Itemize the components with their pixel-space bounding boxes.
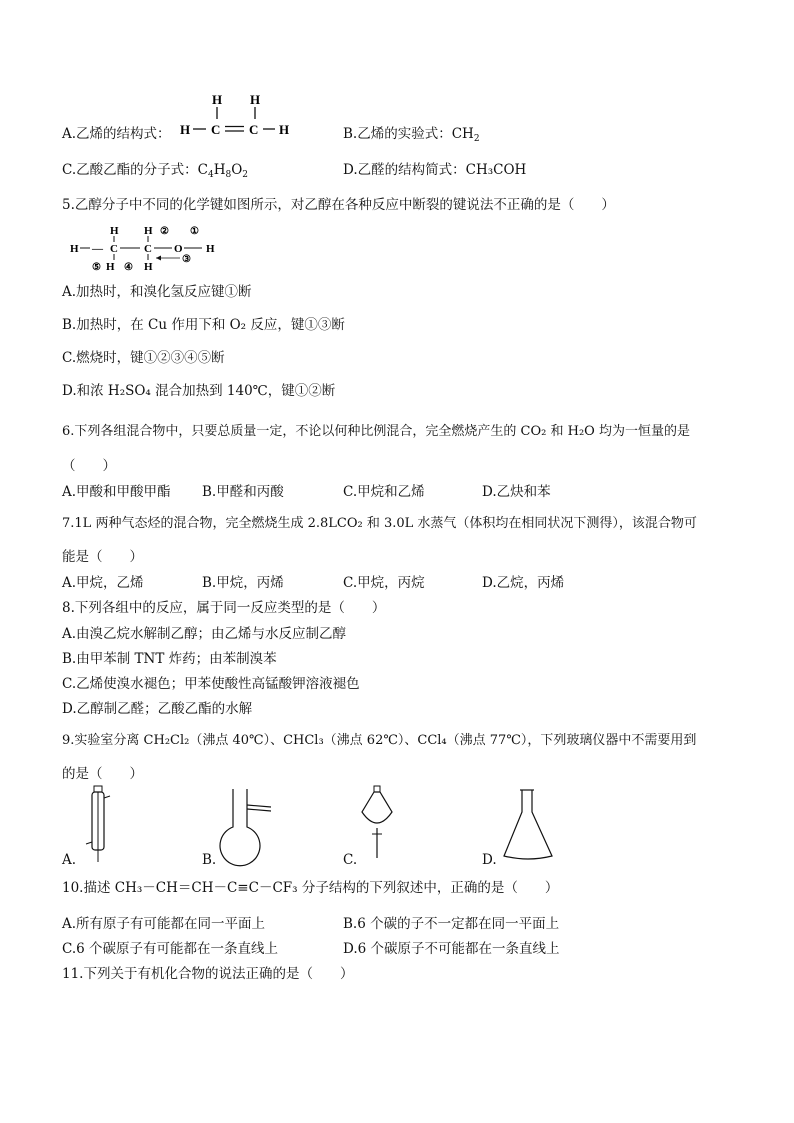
ethanol-h-top-1: H [110,225,119,237]
q8-option-c: C.乙烯使溴水褪色；甲苯使酸性高锰酸钾溶液褪色 [62,676,360,692]
ethanol-h-top-2: H [144,225,153,237]
ethanol-c1: C [110,243,118,255]
q8-stem: 8.下列各组中的反应，属于同一反应类型的是（ ） [62,600,386,616]
q9-option-a: A. [62,852,77,868]
q4-option-d: D.乙醛的结构简式：CH₃COH [343,162,527,178]
q9-option-b: B. [202,852,217,868]
bond-marker-3: ③ [182,254,191,265]
q6-option-b: B.甲醛和丙酸 [202,484,284,500]
q8-option-a: A.由溴乙烷水解制乙醇；由乙烯与水反应制乙醇 [62,626,347,642]
ethylene-structural-formula [178,92,298,142]
ethanol-c2: C [144,243,152,255]
q10-option-d: D.6 个碳原子不可能都在一条直线上 [343,941,560,957]
q10-stem: 10.描述 CH₃－CH＝CH－C≡C－CF₃ 分子结构的下列叙述中，正确的是（ ） [62,880,559,896]
q9-stem-continued: 的是（ ） [62,766,143,782]
ethanol-dash: — [92,243,103,255]
q8-option-b: B.由甲苯制 TNT 炸药；由苯制溴苯 [62,651,277,667]
q10-option-b: B.6 个碳的子不一定都在同一平面上 [343,916,560,932]
conical-flask-icon [500,790,560,870]
q10-option-a: A.所有原子有可能都在同一平面上 [62,916,266,932]
q5-option-c: C.燃烧时，键①②③④⑤断 [62,350,225,366]
separatory-funnel-icon [358,786,398,866]
ethylene-h-top-left: H [212,92,223,107]
ethylene-h-left: H [180,122,191,137]
q6-option-c: C.甲烷和乙烯 [343,484,425,500]
q6-stem: 6.下列各组混合物中，只要总质量一定，不论以何种比例混合，完全燃烧产生的 CO₂ 和 H₂O 均为一恒量的是 [62,424,690,439]
q6-option-d: D.乙炔和苯 [482,484,551,500]
q4-option-c: C.乙酸乙酯的分子式：$C_4H_8O_2$ [62,162,249,180]
q6-paren: （ ） [62,458,116,474]
ethanol-h-left: H [70,243,79,255]
q7-stem-continued: 能是（ ） [62,549,143,565]
bond-marker-5: ⑤ [92,262,101,273]
q8-option-d: D.乙醇制乙醛；乙酸乙酯的水解 [62,701,253,717]
ethylene-h-right: H [279,122,290,137]
q7-option-b: B.甲烷，丙烯 [202,575,284,591]
q5-option-b: B.加热时，在 Cu 作用下和 O₂ 反应，键①③断 [62,317,345,333]
q4-option-a-label: A.乙烯的结构式： [62,126,171,142]
ethanol-h-bottom-1: H [106,261,115,273]
q10-option-c: C.6 个碳原子有可能都在一条直线上 [62,941,279,957]
ethylene-h-top-right: H [250,92,261,107]
ethylene-c-right: C [249,122,259,137]
q11-stem: 11.下列关于有机化合物的说法正确的是（ ） [62,966,354,982]
q9-stem: 9.实验室分离 CH₂Cl₂（沸点 40℃）、CHCl₃（沸点 62℃）、CCl₄（沸点 77℃），下列玻璃仪器中不需要用到 [62,733,697,748]
ethylene-c-left: C [211,122,221,137]
q5-stem: 5.乙醇分子中不同的化学键如图所示，对乙醇在各种反应中断裂的键说法不正确的是（ ） [62,197,615,213]
q9-option-d: D. [482,852,497,868]
ethanol-o: O [174,243,183,255]
bond-marker-2: ② [160,226,169,237]
ethanol-h-oh: H [206,243,215,255]
bond-marker-4: ④ [124,262,133,273]
bond-marker-1: ① [190,226,199,237]
q5-option-a: A.加热时，和溴化氢反应键①断 [62,284,252,300]
ethanol-h-bottom-2: H [144,261,153,273]
condenser-icon [84,784,114,864]
q6-option-a: A.甲酸和甲酸甲酯 [62,484,171,500]
distilling-flask-icon [215,787,285,867]
q7-stem: 7.1L 两种气态烃的混合物，完全燃烧生成 2.8LCO₂ 和 3.0L 水蒸气（体积均在相同状况下测得），该混合物可 [62,516,697,531]
q4-option-b: B.乙烯的实验式：$CH_2$ [343,126,480,144]
q9-option-c: C. [343,852,358,868]
q5-option-d: D.和浓 H₂SO₄ 混合加热到 140℃，键①②断 [62,383,336,399]
ethanol-bond-diagram [66,222,236,272]
q7-option-c: C.甲烷，丙烷 [343,575,425,591]
q7-option-a: A.甲烷，乙烯 [62,575,144,591]
q7-option-d: D.乙烷，丙烯 [482,575,565,591]
